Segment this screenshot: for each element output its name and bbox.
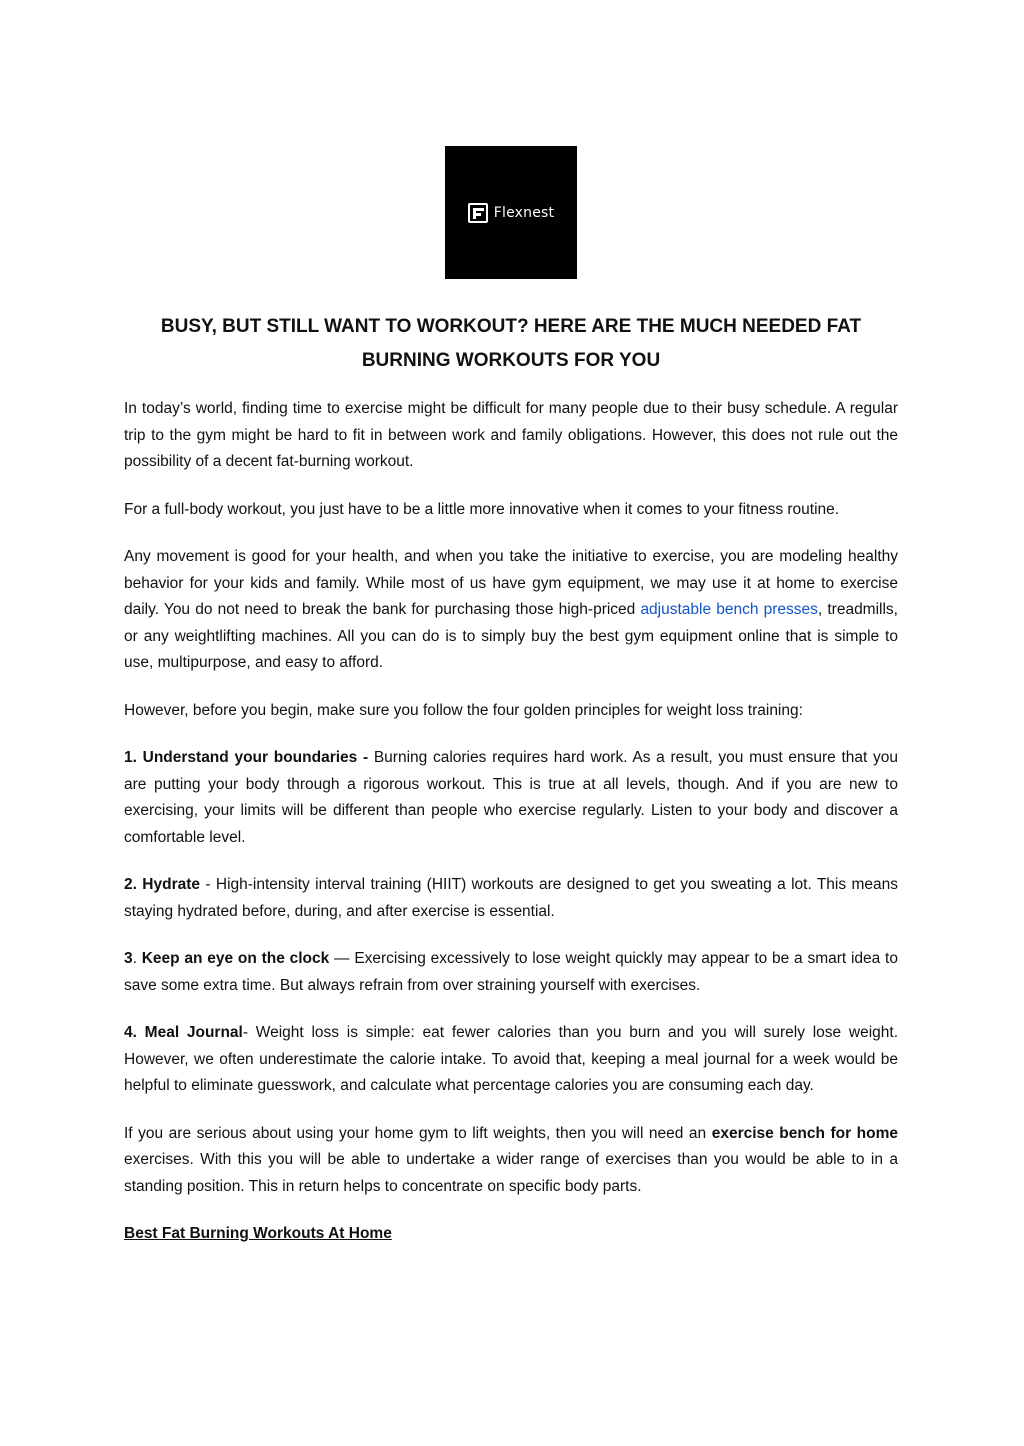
closing-text-b: exercises. With this you will be able to undertake a wider range of exercises than you would be able to in a standing position. This in return helps to concentrate on specific body parts. xyxy=(124,1151,898,1195)
principle-3-separator: . xyxy=(132,950,142,967)
closing-paragraph xyxy=(124,1121,898,1201)
page-title: BUSY, BUT STILL WANT TO WORKOUT? HERE ARE THE MUCH NEEDED FAT BURNING WORKOUTS FOR YOU xyxy=(160,316,862,371)
principle-4-label: 4. Meal Journal xyxy=(124,1024,243,1041)
article-body xyxy=(124,396,898,1269)
logo-box xyxy=(445,146,577,279)
intro-paragraph-1: In today’s world, finding time to exercise might be difficult for many people due to their busy schedule. A regular trip to the gym might be hard to fit in between work and family obligations. However, this does not rule out the possibility of a decent fat-burning workout. xyxy=(124,400,898,470)
logo-text: Flexnest xyxy=(493,204,555,221)
principle-3-text: — Exercising excessively to lose weight quickly may appear to be a smart idea to save some extra time. But always refrain from over straining yourself with exercises. xyxy=(124,950,898,994)
principle-4-text: - Weight loss is simple: eat fewer calories than you burn and you will surely lose weight. However, we often underestimate the calorie intake. To avoid that, keeping a meal journal for a week would be helpful to eliminate guesswork, and calculate what percentage calories you are consuming each day. xyxy=(124,1024,899,1094)
intro-paragraph-3-text-b: , treadmills, or any weightlifting machines. All you can do is to simply buy the best gym equipment online that is simple to use, multipurpose, and easy to afford. xyxy=(124,601,898,671)
intro-paragraph-2: For a full-body workout, you just have to be a little more innovative when it comes to your fitness routine. xyxy=(124,500,840,518)
adjustable-bench-presses-link[interactable]: adjustable bench presses xyxy=(640,601,818,618)
flexnest-logo-icon xyxy=(468,203,488,223)
principle-3 xyxy=(124,946,898,999)
principle-1-text: Burning calories requires hard work. As a result, you must ensure that you are putting your body through a rigorous workout. This is true at all levels, though. And if you are new to exercising, your limits will be different than people who exercise regularly. Listen to your body and discover a comfortable level. xyxy=(124,749,899,846)
principle-3-number: 3 xyxy=(124,950,133,967)
principle-1-label: 1. Understand your boundaries - xyxy=(124,749,369,766)
principle-3-label: Keep an eye on the clock xyxy=(141,950,330,967)
intro-paragraph-4: However, before you begin, make sure you follow the four golden principles for weight loss training: xyxy=(124,701,803,719)
closing-text-a: If you are serious about using your home gym to lift weights, then you will need an xyxy=(124,1124,712,1142)
intro-paragraph-3-text-a: Any movement is good for your health, and when you take the initiative to exercise, you are modeling healthy behavior for your kids and family. While most of us have gym equipment, we may use it at home to exercise daily. You do not need to break the bank for purchasing those high-priced xyxy=(124,548,898,618)
principle-2 xyxy=(124,872,898,925)
exercise-bench-for-home-bold: exercise bench for home xyxy=(711,1124,898,1142)
principle-2-text: - High-intensity interval training (HIIT) workouts are designed to get you sweating a lot. This means staying hydrated before, during, and after exercise is essential. xyxy=(124,876,899,920)
principle-4 xyxy=(124,1020,898,1100)
section-heading xyxy=(124,1221,898,1248)
section-heading-text: Best Fat Burning Workouts At Home xyxy=(124,1225,392,1242)
intro-paragraph-3 xyxy=(124,544,898,677)
principle-1 xyxy=(124,745,898,851)
principle-2-label: 2. Hydrate xyxy=(124,876,201,893)
